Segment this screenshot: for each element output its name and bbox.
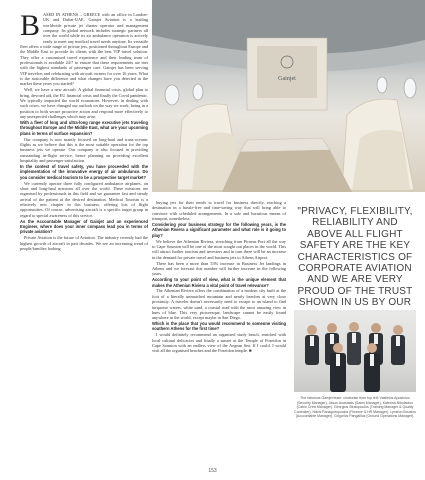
article-middle-column xyxy=(152,200,286,460)
drop-cap: B xyxy=(20,12,41,42)
gainjet-logo-text: Gainjet xyxy=(278,76,296,82)
article-left-column xyxy=(20,12,148,467)
photo-caption: The fabulous Gainjet team: clockwise from top left: Vasileios Apostolou (Security Manager), Jason Anastasis (Sales Manager), Katerina Nikolaidou (Cabin Crew Manager), Georgios Stratopoulos (Training Manager & Quality Controller), Nikos Panagiotopoulos (Finance & HR Manager), Lymeon Bousios (Accountable Manager), Grigorios Pangalilos (Ground Operations Manager). xyxy=(294,396,416,419)
left-paragraph: In the context of travel safety, you have proceeded with the implementation of the innovative energy of air ambulance. Do you consider medical tourism to be a prospective target market? xyxy=(20,164,148,180)
middle-paragraph: We believe the Athenian Riviera, stretching from Piraeus Port all the way to Cape Sounion will be one of the most sought out places in the world. This will attract further tourism and investors and in turn there will be an increase in the demand for private travel and business jets to Athens Airport. xyxy=(152,238,286,260)
middle-paragraph: buying jets for their needs to travel for business directly, reaching a destination in a hassle-free and time-saving way that will bring able to convince with scheduled arrangements. In a safe and luxurious means of transport, nonetheless. xyxy=(152,200,286,222)
middle-paragraph: Which is the place that you would recommend to someone visiting southern Athens for the first time? xyxy=(152,321,286,332)
pull-quote: "PRIVACY, FLEXIBILITY, RELIABILITY AND ABOVE ALL FLIGHT SAFETY ARE THE KEY CHARACTERISTICS OF CORPORATE AVIATION AND WE ARE VERY PROUD OF THE TRUST SHOWN IN US BY OUR xyxy=(297,206,413,309)
middle-paragraph: According to your point of view, what is the unique element that makes the Athenian Riviera a vital point of travel relevance? xyxy=(152,277,286,288)
middle-paragraph: The Athenian Riviera offers the combination of a modern city built at the foot of a literally unmatched mountain and nearly beaches at very close proximity. A traveler doesn't necessarily need to escape to an island to find turquoise waters, white sand, a coastal road with the most amazing view in hues of blue. This very picturesque, landscape cannot be easily found anywhere in the world, except maybe in San Diego. xyxy=(152,288,286,321)
middle-paragraph: Considering your business strategy for the following years, is the Athenian Riviera a significant parameter and what role is it going to play? xyxy=(152,221,286,238)
left-paragraph: Our company is now mainly focused on long-haul and trans-oceanic flights as we believe that this is the most suitable operation for the top business jets we operate. Our company is also focused in providing outstanding in-flight service, hence planning on providing excellent hospitality and passenger satisfaction. xyxy=(20,136,148,164)
left-paragraph: Well, we have a new aircraft. A global financial crisis, global plan to bring, devoted aid, the EU financial crisis and finally the Covid pandemic. We typically impacted the world economies. However, in dealing with such crises, we have changed our outlook on the way we work, being in a position to both secure proactive action and respond more effectively to any unexpected challenges which may arise. xyxy=(20,87,148,120)
left-paragraphs xyxy=(20,12,148,251)
cabin-interior-illustration xyxy=(152,0,425,192)
team-group-illustration xyxy=(294,310,416,392)
left-paragraph: As the Accountable Manager of Gainjet and an experienced Engineer, where does your inner compass lead you in terms of private aviation? xyxy=(20,218,148,235)
middle-paragraph: I would definitely recommend an organised study beach, enriched with local cultural delicacies and finally a sunset at the Temple of Poseidon in Cape Sounion with an endless view of the Aegean Sea. If I could, I would visit all the organised beaches and the Poseidon temple. ■ xyxy=(152,332,286,354)
middle-paragraphs xyxy=(152,200,286,354)
left-paragraph: With a fleet of long and ultra-long range executive jets traveling throughout Europe and the Middle East, what are your upcoming plans in terms of surface expansion? xyxy=(20,120,148,136)
page-number: 153 xyxy=(208,468,217,474)
left-paragraph: We currently operate three fully configured ambulance airplanes, on short and long-haul missions all over the world. These missions are organised by professionals in this field and we guarantee fast and steady arrival of the patient at the desired destination. Medical Tourism is a relatively new chapter in this business, offering lots of flight opportunities. Of course, advertising aircraft is a specific target group in regard to special awareness of this service. xyxy=(20,180,148,218)
team-photo xyxy=(294,310,416,392)
left-paragraph: Private Aviation is the future of Aviation. The industry recently had the highest growth of aircraft in past decades. We see an increasing trend of people/families looking xyxy=(20,235,148,251)
aircraft-cabin-photo xyxy=(152,0,425,192)
middle-paragraph: There has been a more than 53% increase in Business Jet landings in Athens and we forecast this number will further increase in the following years. xyxy=(152,260,286,277)
left-paragraph: ASED IN ATHENS – GREECE with an office in London-UK and Dubai-UAE, Gainjet Aviation is a leading worldwide private jet charter operator and management company. Its global network includes strategic partners all over the world while its air ambulance operation is actively ready to meet any medical travel needs anytime. Its versatile fleet offers a wide range of private jets, positioned throughout Europe and the Middle East to provide its clients with the best VIP travel solution. They offer a customised travel experience and their leading team of professionals is available 24/7 to ensure that these requirements are met with the highest standards of passenger care. Gainjet has been serving VIP travelers and celebrating with aircraft owners for over 16 years. What is the noticeable difference and what changes have you detected in the market these years you started? xyxy=(20,12,148,87)
